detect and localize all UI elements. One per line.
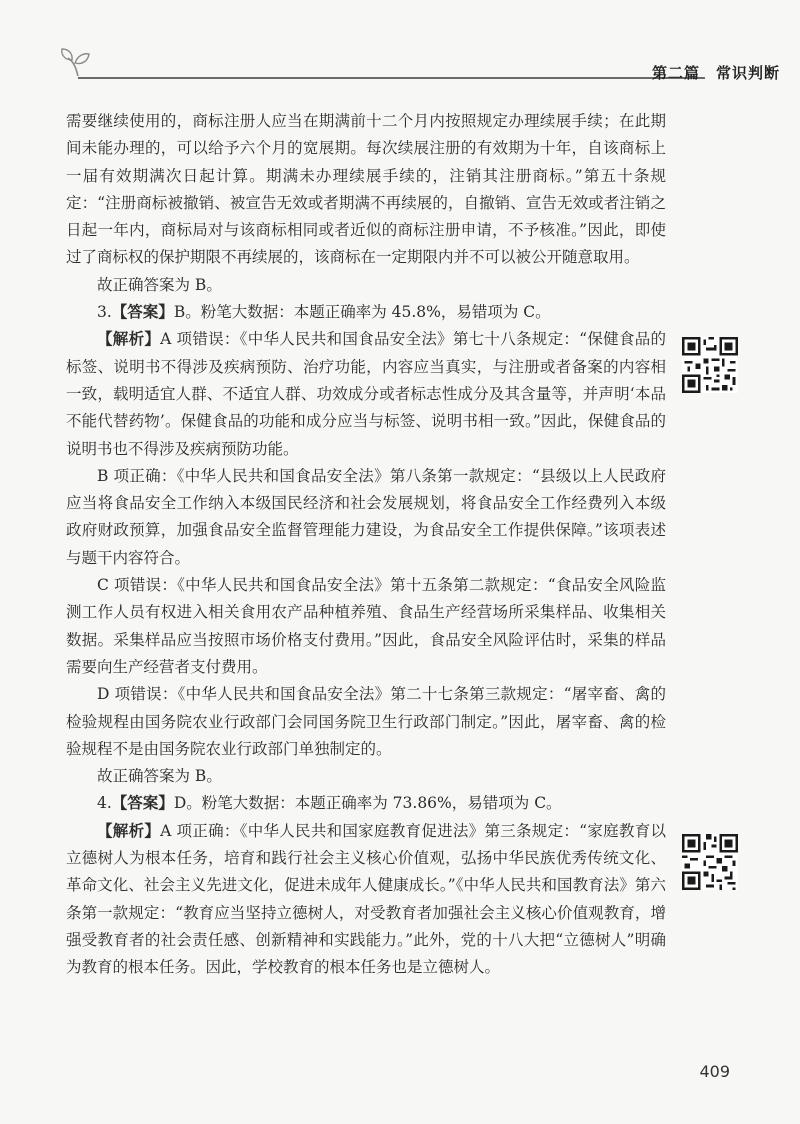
paragraph: B 项正确：《中华人民共和国食品安全法》第八条第一款规定：“县级以上人民政府应当将食品安全工作纳入本级国民经济和社会发展规划，将食品安全工作经费列入本级政府财政预算，加强食品安全监督管理能力建设，为食品安全工作提供保障。”该项表述与题干内容符合。 [66, 466, 666, 567]
page-header [0, 0, 800, 100]
qr-code-icon [682, 834, 738, 890]
qr-code[interactable] [682, 337, 738, 393]
qr-code[interactable] [682, 834, 738, 890]
page-body [66, 108, 666, 982]
paragraph: D 项错误：《中华人民共和国食品安全法》第二十七条第三款规定：“屠宰畜、禽的检验规程由国务院农业行政部门会同国务院卫生行政部门制定。”因此，屠宰畜、禽的检验规程不是由国务院农业行政部门单独制定的。 [66, 685, 666, 758]
analysis-paragraph: 【解析】A 项错误：《中华人民共和国食品安全法》第七十八条规定：“保健食品的标签、说明书不得涉及疾病预防、治疗功能，内容应当真实，与注册或者备案的内容相一致，载明适宜人群、不适宜人群、功效成分或者标志性成分及其含量等，并声明‘本品不能代替药物’。保健食品的功能和成分应当与标签、说明书相一致。”因此，保健食品的说明书也不得涉及疾病预防功能。 [66, 330, 666, 458]
paragraph: 需要继续使用的，商标注册人应当在期满前十二个月内按照规定办理续展手续；在此期间未能办理的，可以给予六个月的宽展期。每次续展注册的有效期为十年，自该商标上一届有效期满次日起计算。期满未办理续展手续的，注销其注册商标。”第五十条规定：“注册商标被撤销、被宣告无效或者期满不再续展的，自撤销、宣告无效或者注销之日起一年内，商标局对与该商标相同或者近似的商标注册申请，不予核准。”因此，即使过了商标权的保护期限不再续展的，该商标在一定期限内并不可以被公开随意取用。 [66, 112, 666, 267]
page-number: 409 [699, 1062, 730, 1081]
qr-code-icon [682, 337, 738, 393]
analysis-tag: 【解析】 [97, 821, 161, 840]
answer-tag: 【答案】 [111, 303, 174, 322]
analysis-paragraph: 【解析】A 项正确：《中华人民共和国家庭教育促进法》第三条规定：“家庭教育以立德树人为根本任务，培育和践行社会主义核心价值观，弘扬中华民族优秀传统文化、革命文化、社会主义先进文化，促进未成年人健康成长。”《中华人民共和国教育法》第六条第一款规定：“教育应当坚持立德树人，对受教育者加强社会主义核心价值观教育，增强受教育者的社会责任感、创新精神和实践能力。”此外，党的十八大把“立德树人”明确为教育的根本任务。因此，学校教育的根本任务也是立德树人。 [66, 821, 666, 977]
paragraph: C 项错误：《中华人民共和国食品安全法》第十五条第二款规定：“食品安全风险监测工作人员有权进入相关食用农产品种植养殖、食品生产经营场所采集样品、收集相关数据。采集样品应当按照市场价格支付费用。”因此，食品安全风险评估时，采集的样品需要向生产经营者支付费用。 [66, 576, 666, 676]
answer-line: 4.【答案】D。粉笔大数据：本题正确率为 73.86%，易错项为 C。 [97, 794, 562, 813]
section-title: 第二篇 常识判断 [651, 64, 780, 82]
leaf-icon [58, 44, 92, 78]
header-rule [78, 77, 705, 79]
analysis-tag: 【解析】 [97, 330, 161, 349]
paragraph: 故正确答案为 B。 [97, 275, 222, 294]
answer-tag: 【答案】 [111, 794, 174, 813]
paragraph: 故正确答案为 B。 [97, 767, 222, 786]
answer-line: 3.【答案】B。粉笔大数据：本题正确率为 45.8%，易错项为 C。 [97, 303, 551, 322]
